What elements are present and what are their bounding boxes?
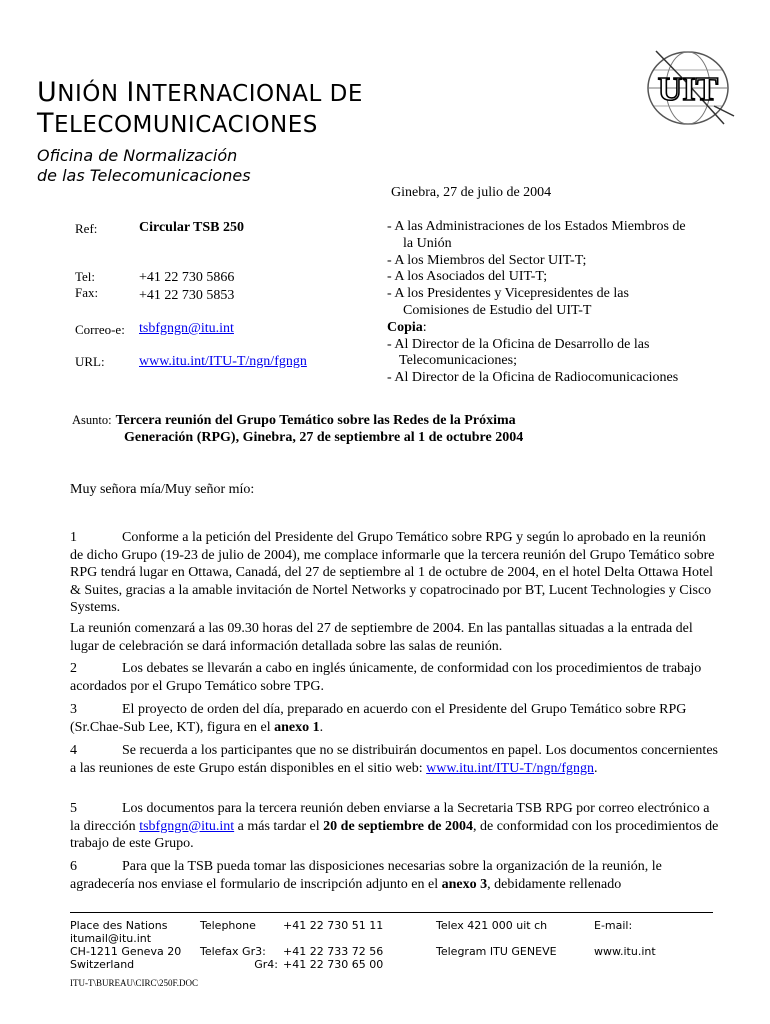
ref-label: Ref: [75,221,98,236]
logo-text: UIT [657,71,719,108]
footer-phone-labels: Telephone Telefax Gr3: Gr4: [200,919,278,971]
ref-value: Circular TSB 250 [139,220,245,235]
website-link[interactable]: www.itu.int/ITU-T/ngn/fgngn [426,760,594,776]
salutation: Muy señora mía/Muy señor mío: [70,482,255,497]
fax-label: Fax: [75,285,99,300]
footer-web: E-mail: www.itu.int [594,919,656,958]
email-label: Correo-e: [75,322,125,337]
footer-divider [70,912,713,913]
letter-date: Ginebra, 27 de julio de 2004 [391,185,552,200]
tel-value: +41 22 730 5866 [139,270,235,285]
subject [72,412,523,446]
copy-item: - Al Director de la Oficina de Radiocomunicaciones [387,370,679,386]
paragraph-3: 3 El proyecto de orden del día, preparado en acuerdo con el Presidente del Grupo Temático sobre RPG (Sr.Chae-Sub Lee, KT), figura en el anexo 1. [70,702,687,735]
recipient-item-cont: Comisiones de Estudio del UIT-T [403,302,592,318]
organization-name: UNIÓN INTERNACIONAL DE TELECOMUNICACIONES [37,77,363,139]
email-link[interactable]: tsbfgngn@itu.int [139,321,234,336]
document-reference: ITU-T\BUREAU\CIRC\250F.DOC [70,978,199,988]
office-name: Oficina de Normalización de las Telecomunicaciones [37,146,251,185]
recipient-item-cont: la Unión [403,235,452,251]
copy-item: - Al Director de la Oficina de Desarrollo de las [387,336,650,352]
subject-line2: Generación (RPG), Ginebra, 27 de septiembre al 1 de octubre 2004 [124,430,524,445]
fax-value: +41 22 730 5853 [139,288,235,303]
copy-heading: Copia: [387,319,427,335]
recipient-item: - A los Asociados del UIT-T; [387,269,548,285]
recipient-item: - A los Miembros del Sector UIT-T; [387,252,587,268]
recipient-item: - A los Presidentes y Vicepresidentes de las [387,286,629,302]
copy-item-cont: Telecomunicaciones; [399,353,517,369]
footer-telex: Telex 421 000 uit ch Telegram ITU GENEVE [436,919,557,958]
tel-label: Tel: [75,269,96,284]
email-link-body[interactable]: tsbfgngn@itu.int [139,818,235,834]
paragraph-5: 5 Los documentos para la tercera reunión deben enviarse a la Secretaria TSB RPG por correo electrónico a la dirección tsbfgngn@itu.int a más tardar el 20 de septiembre de 2004, de conformidad con los procedimientos de trabajo de este Grupo. [70,801,719,851]
uit-logo [636,46,740,130]
url-label: URL: [75,354,105,369]
recipient-item: - A las Administraciones de los Estados Miembros de [387,219,686,234]
footer-phone-values: +41 22 730 51 11 +41 22 733 72 56 +41 22 730 65 00 [283,919,384,971]
paragraph-6: 6 Para que la TSB pueda tomar las disposiciones necesarias sobre la organización de la reunión, le agradecería nos enviase el formulario de inscripción adjunto en el anexo 3, debidamente rellenado [70,859,662,892]
paragraph-4: 4 Se recuerda a los participantes que no se distribuirán documentos en papel. Los documentos concernientes a las reuniones de este Grupo están disponibles en el sitio web: www.itu.int/ITU-T/ngn/fgngn. [70,743,718,776]
recipients-list [387,219,747,387]
paragraph-2: 2 Los debates se llevarán a cabo en inglés únicamente, de conformidad con los procedimientos de trabajo acordados por el Grupo Temático sobre TPG. [70,661,702,694]
subject-label: Asunto: [72,413,112,427]
paragraph-1: 1 Conforme a la petición del Presidente del Grupo Temático sobre RPG y según lo aprobado en la reunión de dicho Grupo (19-23 de julio de 2004), me complace informarle que la tercera reunión del Grupo Temático sobre RPG tendrá lugar en Ottawa, Canadá, del 27 de septiembre al 1 de octubre de 2004, en el hotel Delta Ottawa Hotel & Suites, gracias a la amable invitación de Nortel Networks y copatrocinado por BT, Lucent Technologies y Cisco Systems. [70,530,715,615]
paragraph-1b: La reunión comenzará a las 09.30 horas del 27 de septiembre de 2004. En las pantallas situadas a la entrada del lugar de celebración se dará información detallada sobre las salas de reunión. [70,621,693,654]
subject-line1: Tercera reunión del Grupo Temático sobre las Redes de la Próxima [115,413,516,428]
url-link[interactable]: www.itu.int/ITU-T/ngn/fgngn [139,354,307,369]
footer-address: Place des Nations itumail@itu.int CH-1211 Geneva 20 Switzerland [70,919,182,971]
